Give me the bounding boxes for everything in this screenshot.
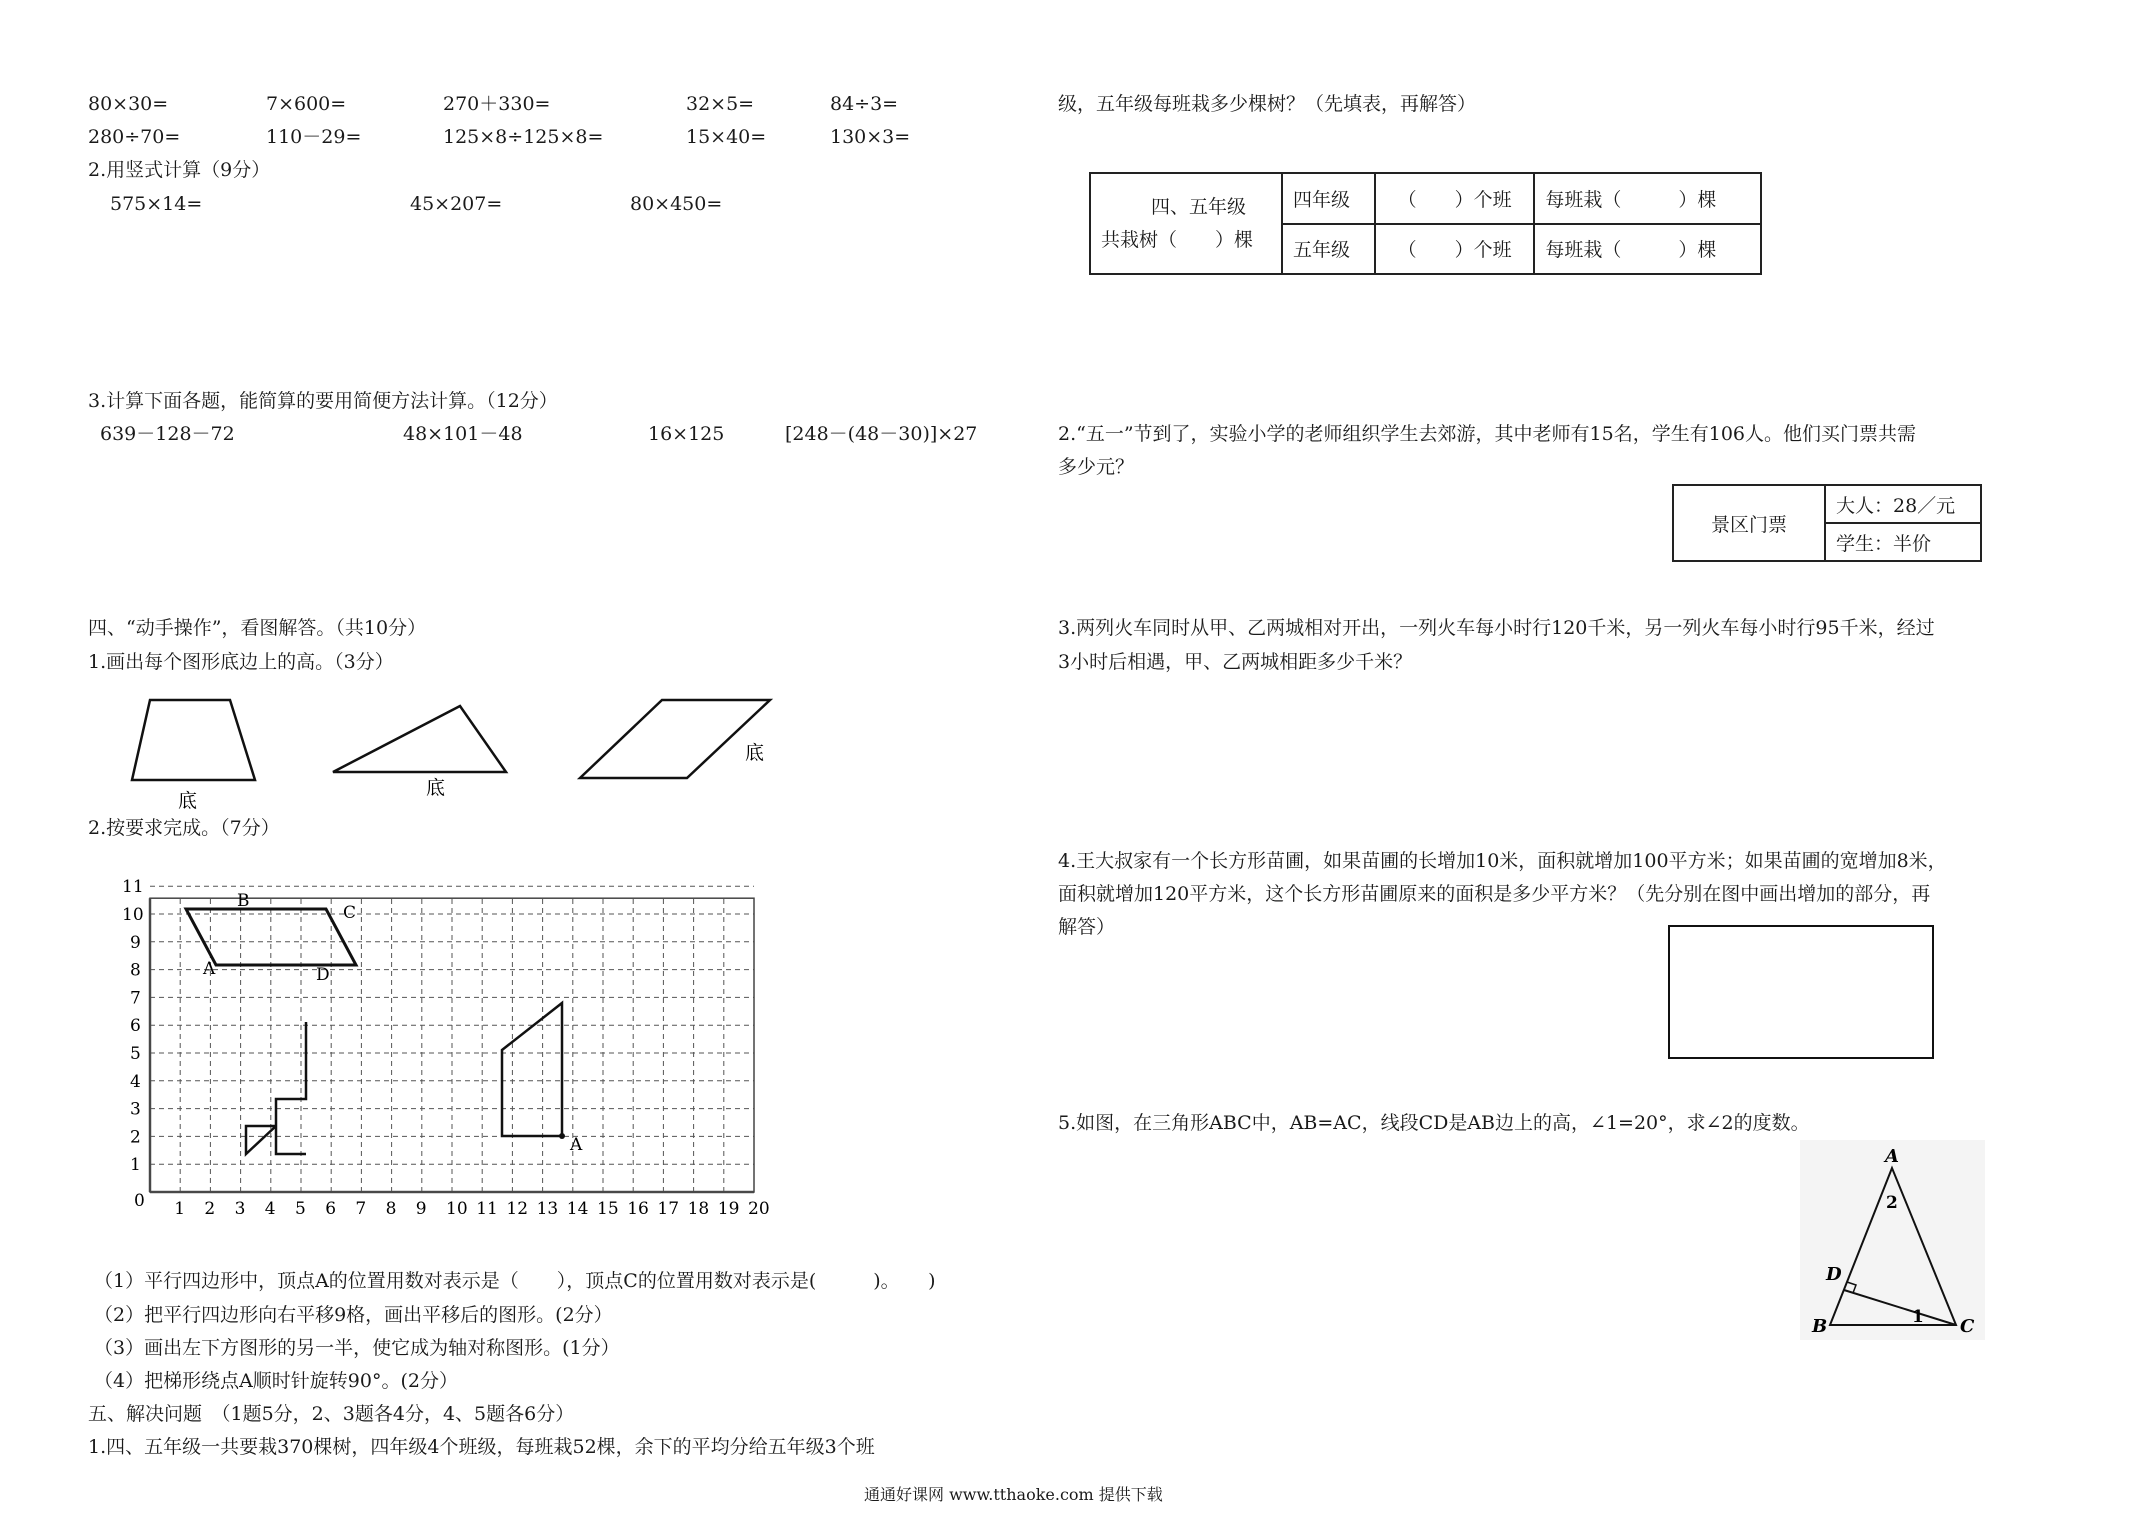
x-tick-label: 10 (446, 1199, 468, 1219)
sub-question-1: （1）平行四边形中，顶点A的位置用数对表示是（ ），顶点C的位置用数对表示是( )。 ) (94, 1270, 936, 1292)
class-count-cell: （ ）个班 (1375, 173, 1535, 224)
vertical-calc-title: 2.用竖式计算（9分） (88, 159, 271, 181)
section-5-question-1: 1.四、五年级一共要栽370棵树，四年级4个班级，每班栽52棵，余下的平均分给五年级3个班 (88, 1436, 875, 1458)
section-4-title: 四、“动手操作”，看图解答。（共10分） (88, 617, 427, 639)
trapezoid-figure (502, 1003, 562, 1136)
grade-cell: 四年级 (1282, 173, 1375, 224)
parallelogram-base-label: 底 (745, 742, 765, 764)
section-5-title: 五、解决问题 （1题5分，2、3题各4分，4、5题各6分） (88, 1403, 575, 1425)
y-tick-label: 3 (130, 1099, 141, 1120)
x-tick-label: 8 (385, 1199, 397, 1219)
simplify-calc-item: 16×125 (648, 423, 725, 445)
point-a-dot (559, 1133, 565, 1139)
trapezoid-base-label: 底 (178, 790, 198, 812)
question-1-continued: 级，五年级每班栽多少棵树？（先填表，再解答） (1058, 93, 1477, 115)
x-tick-label: 7 (355, 1199, 367, 1219)
question-5: 5.如图，在三角形ABC中，AB=AC，线段CD是AB边上的高，∠1=20°，求∠2的度数。 (1058, 1112, 1810, 1134)
y-tick-label: 11 (122, 877, 144, 898)
nursery-rectangle (1668, 925, 1934, 1059)
point-label-c: C (343, 903, 357, 923)
oral-item: 15×40= (686, 126, 767, 148)
total-trees-cell (1090, 173, 1282, 274)
simplify-calc-item: 639－128－72 (100, 423, 235, 445)
y-tick-label: 7 (130, 988, 141, 1009)
height-shapes (100, 685, 820, 815)
oral-item: 84÷3= (830, 93, 899, 115)
point-label-b: B (237, 891, 250, 911)
y-tick-label: 8 (130, 960, 141, 981)
x-tick-label: 15 (597, 1199, 619, 1219)
simplify-calc-item: 48×101－48 (403, 423, 523, 445)
x-tick-label: 5 (295, 1199, 306, 1219)
oral-item: 7×600= (266, 93, 347, 115)
oral-item: 80×30= (88, 93, 169, 115)
y-tick-label: 1 (130, 1155, 141, 1176)
x-tick-label: 19 (717, 1199, 740, 1219)
sub-question-3: （3）画出左下方图形的另一半，使它成为轴对称图形。(1分） (94, 1337, 620, 1359)
question-2-line-1: 2.“五一”节到了，实验小学的老师组织学生去郊游，其中老师有15名，学生有106人。他们买门票共需 (1058, 423, 1916, 445)
x-tick-label: 3 (234, 1199, 246, 1219)
oral-item: 125×8÷125×8= (443, 126, 604, 148)
sub-question-4: （4）把梯形绕点A顺时针旋转90°。(2分） (94, 1370, 458, 1392)
x-tick-label: 9 (415, 1199, 427, 1219)
parallelogram-shape (580, 700, 770, 778)
x-tick-label: 13 (536, 1199, 559, 1219)
x-tick-label: 11 (476, 1199, 498, 1219)
angle-2-label: 2 (1886, 1193, 1898, 1213)
ticket-label-cell: 景区门票 (1673, 485, 1825, 561)
grid-lines (150, 886, 754, 1192)
x-tick-label: 20 (748, 1199, 770, 1219)
simplify-calc-title: 3.计算下面各题，能简算的要用简便方法计算。（12分） (88, 390, 558, 412)
section-4-question-1: 1.画出每个图形底边上的高。（3分） (88, 651, 394, 673)
vertical-calc-item: 575×14= (110, 193, 203, 215)
vertex-label-c: C (1960, 1316, 1975, 1337)
question-4-line-1: 4.王大叔家有一个长方形苗圃，如果苗圃的长增加10米，面积就增加100平方米；如果苗圃的宽增加8米， (1058, 850, 1947, 872)
oral-item: 32×5= (686, 93, 755, 115)
half-figure (246, 1022, 306, 1154)
vertical-calc-item: 80×450= (630, 193, 723, 215)
section-4-question-2: 2.按要求完成。（7分） (88, 817, 280, 839)
grade-cell: 五年级 (1282, 224, 1375, 275)
point-label-a2: A (570, 1135, 583, 1155)
question-3-line-2: 3小时后相遇，甲、乙两城相距多少千米？ (1058, 651, 1413, 673)
question-4-line-2: 面积就增加120平方米，这个长方形苗圃原来的面积是多少平方米？（先分别在图中画出增加的部分，再 (1058, 883, 1931, 905)
oral-item: 270＋330= (443, 93, 551, 115)
y-tick-label: 10 (122, 905, 144, 925)
question-4-line-3: 解答） (1058, 916, 1116, 938)
class-count-cell: （ ）个班 (1375, 224, 1535, 275)
question-3-line-1: 3.两列火车同时从甲、乙两城相对开出，一列火车每小时行120千米，另一列火车每小时行95千米，经过 (1058, 617, 1935, 639)
question-2-line-2: 多少元？ (1058, 456, 1135, 478)
x-tick-label: 2 (204, 1199, 216, 1219)
student-price-cell: 学生：半价 (1825, 523, 1981, 561)
vertex-label-b: B (1812, 1316, 1828, 1337)
x-tick-label: 16 (627, 1199, 649, 1219)
y-tick-label: 5 (130, 1044, 141, 1064)
oral-item: 130×3= (830, 126, 911, 148)
triangle-shape (333, 706, 506, 772)
y-tick-label: 9 (130, 932, 141, 953)
adult-price-cell: 大人：28／元 (1825, 485, 1981, 523)
simplify-calc-item: [248－(48－30)]×27 (785, 423, 978, 445)
angle-1-label: 1 (1912, 1307, 1924, 1327)
vertex-label-a: A (1885, 1146, 1899, 1167)
y-tick-label: 2 (130, 1127, 141, 1148)
vertical-calc-item: 45×207= (410, 193, 503, 215)
tree-planting-table (1089, 172, 1762, 275)
x-tick-label: 18 (687, 1199, 710, 1219)
y-tick-label: 4 (130, 1071, 141, 1092)
per-class-cell: 每班栽（ ）棵 (1534, 224, 1761, 275)
x-tick-label: 12 (506, 1199, 529, 1219)
isosceles-triangle-figure (1800, 1140, 1985, 1340)
point-label-d: D (316, 965, 330, 985)
y-tick-label: 6 (130, 1016, 141, 1037)
oral-item: 280÷70= (88, 126, 181, 148)
x-tick-label: 17 (657, 1199, 680, 1219)
triangle-base-label: 底 (426, 777, 446, 799)
origin-label: 0 (134, 1191, 145, 1211)
total-trees-line-2: 共栽树（ ）棵 (1101, 228, 1254, 251)
per-class-cell: 每班栽（ ）棵 (1534, 173, 1761, 224)
coordinate-grid (120, 870, 820, 1220)
oral-item: 110－29= (266, 126, 362, 148)
total-trees-line-1: 四、五年级 (1151, 196, 1247, 219)
x-tick-label: 4 (264, 1199, 276, 1219)
footer-credit: 通通好课网 www.tthaoke.com 提供下载 (864, 1485, 1163, 1504)
x-tick-label: 6 (325, 1199, 337, 1219)
x-tick-label: 14 (566, 1199, 589, 1219)
point-label-a: A (203, 959, 216, 979)
vertex-label-d: D (1826, 1264, 1842, 1285)
trapezoid-shape (132, 700, 255, 780)
sub-question-2: （2）把平行四边形向右平移9格，画出平移后的图形。(2分） (94, 1304, 613, 1326)
x-tick-label: 1 (174, 1199, 186, 1219)
grid-ticks (122, 877, 770, 1219)
ticket-price-table (1672, 484, 1982, 562)
